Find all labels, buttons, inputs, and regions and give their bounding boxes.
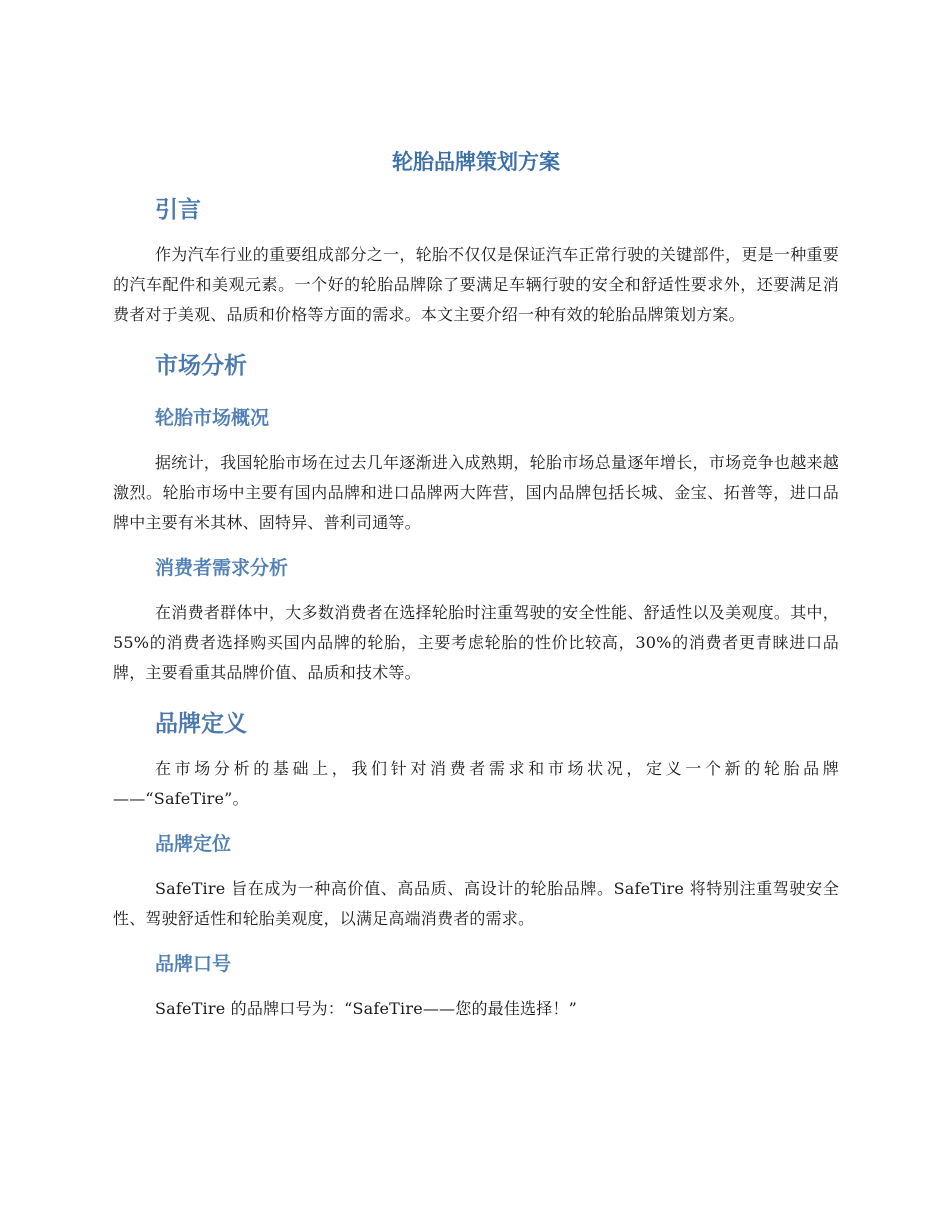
paragraph-brand-slogan: SafeTire 的品牌口号为：“SafeTire——您的最佳选择！”: [155, 999, 578, 1018]
paragraph-consumer-demand: 在消费者群体中，大多数消费者在选择轮胎时注重驾驶的安全性能、舒适性以及美观度。其中，55%的消费者选择购买国内品牌的轮胎，主要考虑轮胎的性价比较高，30%的消费者更青睐进口品牌，主要看重其品牌价值、品质和技术等。: [113, 603, 839, 682]
heading-intro: 引言: [155, 197, 201, 223]
document-title: 轮胎品牌策划方案: [392, 150, 560, 174]
subheading-brand-positioning: 品牌定位: [155, 833, 232, 855]
paragraph-brand-definition: 在市场分析的基础上，我们针对消费者需求和市场状况，定义一个新的轮胎品牌——“SafeTire”。: [113, 759, 839, 808]
subheading-market-overview: 轮胎市场概况: [155, 407, 270, 429]
paragraph-market-overview: 据统计，我国轮胎市场在过去几年逐渐进入成熟期，轮胎市场总量逐年增长，市场竞争也越来越激烈。轮胎市场中主要有国内品牌和进口品牌两大阵营，国内品牌包括长城、金宝、拓普等，进口品牌中主要有米其林、固特异、普利司通等。: [113, 453, 839, 532]
paragraph-brand-positioning: SafeTire 旨在成为一种高价值、高品质、高设计的轮胎品牌。SafeTire 将特别注重驾驶安全性、驾驶舒适性和轮胎美观度，以满足高端消费者的需求。: [113, 879, 839, 928]
paragraph-intro: 作为汽车行业的重要组成部分之一，轮胎不仅仅是保证汽车正常行驶的关键部件，更是一种重要的汽车配件和美观元素。一个好的轮胎品牌除了要满足车辆行驶的安全和舒适性要求外，还要满足消费者对于美观、品质和价格等方面的需求。本文主要介绍一种有效的轮胎品牌策划方案。: [113, 245, 839, 324]
heading-brand-definition: 品牌定义: [155, 711, 247, 737]
subheading-consumer-demand: 消费者需求分析: [155, 557, 289, 579]
subheading-brand-slogan: 品牌口号: [155, 953, 232, 975]
heading-market-analysis: 市场分析: [155, 353, 247, 379]
document-body: [113, 142, 839, 1024]
